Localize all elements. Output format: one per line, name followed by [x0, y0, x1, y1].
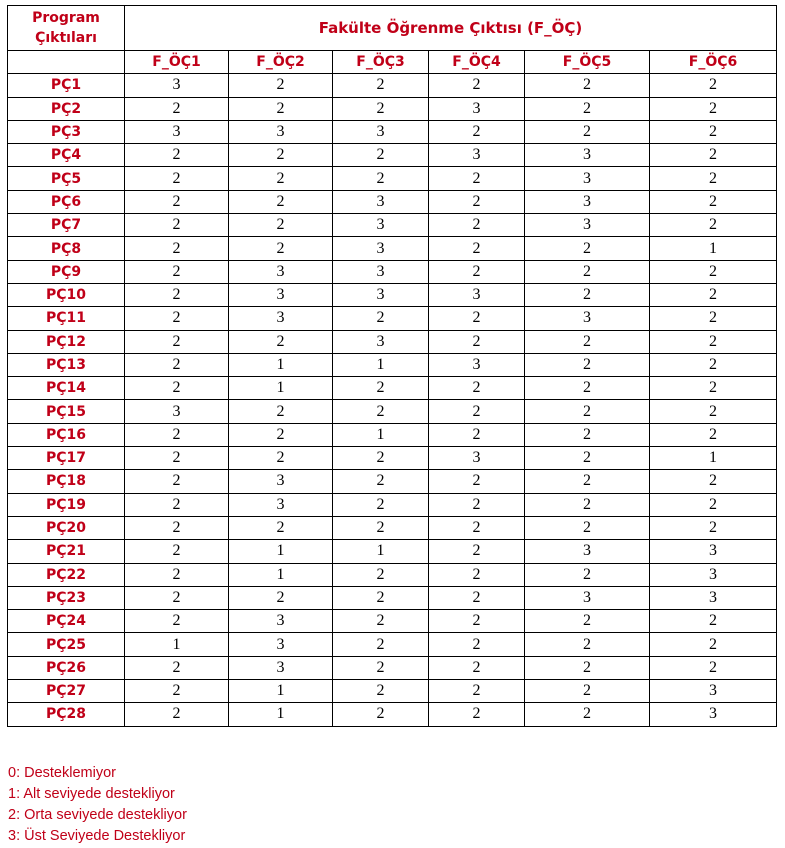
table-cell: 2	[525, 493, 650, 516]
row-label: PÇ24	[8, 610, 125, 633]
legend-item: 1: Alt seviyede destekliyor	[8, 786, 175, 802]
table-row	[8, 260, 777, 283]
table-cell: 2	[125, 680, 229, 703]
column-header: F_ÖÇ6	[650, 51, 777, 74]
table-cell: 2	[650, 633, 777, 656]
table-cell: 2	[429, 190, 525, 213]
table-cell: 3	[525, 540, 650, 563]
table-row	[8, 214, 777, 237]
table-row	[8, 237, 777, 260]
table-cell: 1	[650, 447, 777, 470]
table-cell: 3	[525, 167, 650, 190]
table-cell: 2	[333, 680, 429, 703]
legend-item: 0: Desteklemiyor	[8, 765, 116, 781]
table-cell: 2	[525, 400, 650, 423]
table-cell: 2	[525, 470, 650, 493]
table-cell: 2	[229, 516, 333, 539]
table-cell: 3	[429, 97, 525, 120]
table-cell: 2	[650, 516, 777, 539]
table-cell: 1	[125, 633, 229, 656]
column-header: F_ÖÇ1	[125, 51, 229, 74]
table-cell: 2	[333, 633, 429, 656]
table-cell: 2	[429, 423, 525, 446]
table-row	[8, 400, 777, 423]
table-cell: 3	[229, 120, 333, 143]
table-row	[8, 74, 777, 97]
table-cell: 2	[229, 74, 333, 97]
table-cell: 2	[650, 74, 777, 97]
table-cell: 2	[650, 377, 777, 400]
table-cell: 3	[229, 307, 333, 330]
table-cell: 2	[650, 260, 777, 283]
row-label: PÇ28	[8, 703, 125, 726]
row-label: PÇ9	[8, 260, 125, 283]
table-cell: 2	[229, 97, 333, 120]
table-cell: 2	[125, 586, 229, 609]
column-header: F_ÖÇ2	[229, 51, 333, 74]
table-cell: 2	[525, 703, 650, 726]
table-cell: 2	[125, 167, 229, 190]
table-cell: 2	[333, 167, 429, 190]
table-cell: 2	[429, 377, 525, 400]
table-row	[8, 144, 777, 167]
table-cell: 2	[525, 423, 650, 446]
row-label: PÇ17	[8, 447, 125, 470]
table-cell: 3	[333, 283, 429, 306]
table-row	[8, 493, 777, 516]
table-cell: 2	[125, 307, 229, 330]
table-row	[8, 190, 777, 213]
table-cell: 2	[125, 470, 229, 493]
table-cell: 2	[525, 447, 650, 470]
table-cell: 2	[125, 330, 229, 353]
table-cell: 2	[650, 353, 777, 376]
table-cell: 3	[229, 610, 333, 633]
table-cell: 3	[333, 214, 429, 237]
table-cell: 3	[333, 237, 429, 260]
table-cell: 2	[525, 563, 650, 586]
table-cell: 2	[125, 377, 229, 400]
table-cell: 3	[429, 283, 525, 306]
table-cell: 2	[125, 237, 229, 260]
legend	[8, 763, 187, 847]
table-cell: 1	[333, 540, 429, 563]
table-cell: 2	[429, 307, 525, 330]
table-cell: 3	[525, 214, 650, 237]
table-cell: 2	[650, 330, 777, 353]
corner-label-line1: Program	[32, 10, 100, 26]
table-cell: 3	[525, 586, 650, 609]
table-cell: 2	[229, 190, 333, 213]
row-label: PÇ2	[8, 97, 125, 120]
table-cell: 2	[333, 470, 429, 493]
table-cell: 2	[125, 563, 229, 586]
table-row	[8, 447, 777, 470]
table-cell: 2	[525, 680, 650, 703]
table-cell: 2	[650, 470, 777, 493]
table-cell: 2	[429, 260, 525, 283]
table-cell: 3	[229, 656, 333, 679]
table-row	[8, 330, 777, 353]
table-cell: 2	[125, 703, 229, 726]
table-cell: 3	[229, 633, 333, 656]
table-cell: 2	[525, 516, 650, 539]
table-cell: 3	[650, 703, 777, 726]
row-label: PÇ23	[8, 586, 125, 609]
table-cell: 2	[429, 610, 525, 633]
table-cell: 2	[650, 190, 777, 213]
table-cell: 2	[125, 516, 229, 539]
table-cell: 2	[229, 214, 333, 237]
table-cell: 2	[333, 563, 429, 586]
table-cell: 3	[333, 260, 429, 283]
table-cell: 2	[125, 610, 229, 633]
table-cell: 2	[429, 120, 525, 143]
table-cell: 2	[125, 260, 229, 283]
table-cell: 2	[429, 330, 525, 353]
row-label: PÇ10	[8, 283, 125, 306]
row-label: PÇ4	[8, 144, 125, 167]
row-label: PÇ1	[8, 74, 125, 97]
table-cell: 2	[429, 540, 525, 563]
table-row	[8, 97, 777, 120]
table-cell: 2	[429, 470, 525, 493]
table-row	[8, 377, 777, 400]
table-cell: 1	[229, 353, 333, 376]
row-label: PÇ21	[8, 540, 125, 563]
table-cell: 3	[229, 283, 333, 306]
row-label: PÇ18	[8, 470, 125, 493]
row-label: PÇ26	[8, 656, 125, 679]
table-cell: 1	[229, 563, 333, 586]
table-row	[8, 633, 777, 656]
table-cell: 2	[429, 586, 525, 609]
table-cell: 2	[429, 400, 525, 423]
table-cell: 3	[525, 144, 650, 167]
table-row	[8, 680, 777, 703]
table-row	[8, 353, 777, 376]
table-row	[8, 167, 777, 190]
table-row	[8, 120, 777, 143]
table-cell: 2	[525, 260, 650, 283]
table-cell: 2	[333, 307, 429, 330]
table-cell: 2	[333, 400, 429, 423]
table-cell: 3	[650, 586, 777, 609]
row-label: PÇ27	[8, 680, 125, 703]
table-cell: 2	[125, 540, 229, 563]
row-label: PÇ20	[8, 516, 125, 539]
table-cell: 2	[525, 330, 650, 353]
table-row	[8, 470, 777, 493]
table-row	[8, 423, 777, 446]
table-cell: 3	[333, 190, 429, 213]
table-row	[8, 283, 777, 306]
corner-header	[8, 6, 125, 51]
row-label: PÇ11	[8, 307, 125, 330]
table-cell: 2	[429, 633, 525, 656]
table-cell: 1	[229, 703, 333, 726]
table-cell: 2	[429, 516, 525, 539]
table-cell: 2	[650, 610, 777, 633]
table-cell: 2	[525, 610, 650, 633]
table-cell: 2	[125, 190, 229, 213]
legend-item: 3: Üst Seviyede Destekliyor	[8, 828, 186, 844]
table-cell: 2	[650, 97, 777, 120]
table-cell: 2	[125, 353, 229, 376]
table-cell: 2	[125, 447, 229, 470]
table-cell: 3	[125, 400, 229, 423]
table-cell: 2	[333, 447, 429, 470]
table-cell: 2	[525, 120, 650, 143]
group-header: Fakülte Öğrenme Çıktısı (F_ÖÇ)	[125, 6, 777, 51]
table-row	[8, 540, 777, 563]
table-cell: 2	[125, 214, 229, 237]
table-cell: 2	[125, 656, 229, 679]
table-cell: 1	[229, 540, 333, 563]
table-cell: 3	[333, 330, 429, 353]
table-cell: 3	[525, 190, 650, 213]
row-label: PÇ14	[8, 377, 125, 400]
row-label: PÇ25	[8, 633, 125, 656]
table-cell: 2	[333, 97, 429, 120]
table-cell: 2	[125, 493, 229, 516]
table-cell: 2	[333, 610, 429, 633]
matrix-body	[8, 74, 777, 726]
table-cell: 2	[650, 167, 777, 190]
table-cell: 2	[125, 144, 229, 167]
row-label: PÇ6	[8, 190, 125, 213]
table-cell: 2	[650, 144, 777, 167]
table-cell: 2	[650, 656, 777, 679]
table-cell: 1	[229, 680, 333, 703]
table-row	[8, 307, 777, 330]
column-header: F_ÖÇ3	[333, 51, 429, 74]
table-cell: 3	[229, 493, 333, 516]
row-label: PÇ5	[8, 167, 125, 190]
legend-item: 2: Orta seviyede destekliyor	[8, 807, 187, 823]
table-cell: 2	[125, 423, 229, 446]
table-cell: 2	[429, 703, 525, 726]
table-cell: 3	[650, 680, 777, 703]
table-cell: 2	[429, 680, 525, 703]
row-label: PÇ8	[8, 237, 125, 260]
table-cell: 1	[333, 353, 429, 376]
table-cell: 2	[333, 377, 429, 400]
row-label: PÇ16	[8, 423, 125, 446]
row-label: PÇ19	[8, 493, 125, 516]
table-cell: 3	[333, 120, 429, 143]
table-cell: 2	[429, 214, 525, 237]
table-cell: 2	[229, 330, 333, 353]
table-cell: 3	[525, 307, 650, 330]
corner-label-line2: Çıktıları	[35, 30, 97, 46]
table-cell: 1	[229, 377, 333, 400]
table-row	[8, 703, 777, 726]
table-cell: 3	[125, 120, 229, 143]
table-cell: 2	[525, 283, 650, 306]
table-cell: 2	[650, 307, 777, 330]
row-label: PÇ15	[8, 400, 125, 423]
table-cell: 2	[229, 586, 333, 609]
table-cell: 3	[429, 353, 525, 376]
table-cell: 2	[333, 144, 429, 167]
table-cell: 2	[429, 167, 525, 190]
table-cell: 2	[229, 400, 333, 423]
table-cell: 2	[429, 563, 525, 586]
table-cell: 1	[333, 423, 429, 446]
table-cell: 2	[525, 237, 650, 260]
table-cell: 2	[650, 214, 777, 237]
table-cell: 2	[333, 516, 429, 539]
table-cell: 2	[525, 74, 650, 97]
header-row-top	[8, 6, 777, 51]
empty-header-cell	[8, 51, 125, 74]
table-cell: 2	[229, 447, 333, 470]
row-label: PÇ7	[8, 214, 125, 237]
table-cell: 2	[229, 237, 333, 260]
row-label: PÇ13	[8, 353, 125, 376]
outcome-matrix-table	[7, 5, 777, 727]
table-cell: 2	[333, 74, 429, 97]
table-cell: 2	[650, 120, 777, 143]
table-cell: 2	[429, 237, 525, 260]
table-row	[8, 563, 777, 586]
table-cell: 3	[229, 470, 333, 493]
table-cell: 2	[650, 283, 777, 306]
table-cell: 2	[429, 74, 525, 97]
table-cell: 2	[125, 283, 229, 306]
table-row	[8, 656, 777, 679]
table-cell: 3	[229, 260, 333, 283]
table-row	[8, 516, 777, 539]
table-cell: 2	[125, 97, 229, 120]
table-cell: 3	[429, 447, 525, 470]
table-cell: 3	[429, 144, 525, 167]
table-cell: 3	[650, 563, 777, 586]
table-cell: 2	[525, 633, 650, 656]
table-cell: 2	[333, 493, 429, 516]
row-label: PÇ22	[8, 563, 125, 586]
column-header-row	[8, 51, 777, 74]
table-cell: 2	[650, 423, 777, 446]
table-cell: 2	[525, 97, 650, 120]
table-cell: 2	[525, 656, 650, 679]
table-row	[8, 610, 777, 633]
table-cell: 2	[333, 703, 429, 726]
table-cell: 2	[525, 353, 650, 376]
row-label: PÇ12	[8, 330, 125, 353]
column-header: F_ÖÇ4	[429, 51, 525, 74]
table-cell: 2	[229, 167, 333, 190]
row-label: PÇ3	[8, 120, 125, 143]
table-cell: 2	[525, 377, 650, 400]
table-cell: 2	[333, 656, 429, 679]
column-header: F_ÖÇ5	[525, 51, 650, 74]
table-cell: 3	[125, 74, 229, 97]
table-cell: 2	[229, 144, 333, 167]
table-cell: 2	[333, 586, 429, 609]
table-row	[8, 586, 777, 609]
table-cell: 2	[429, 493, 525, 516]
table-cell: 2	[650, 400, 777, 423]
table-cell: 2	[229, 423, 333, 446]
table-cell: 1	[650, 237, 777, 260]
table-cell: 3	[650, 540, 777, 563]
table-cell: 2	[650, 493, 777, 516]
table-cell: 2	[429, 656, 525, 679]
